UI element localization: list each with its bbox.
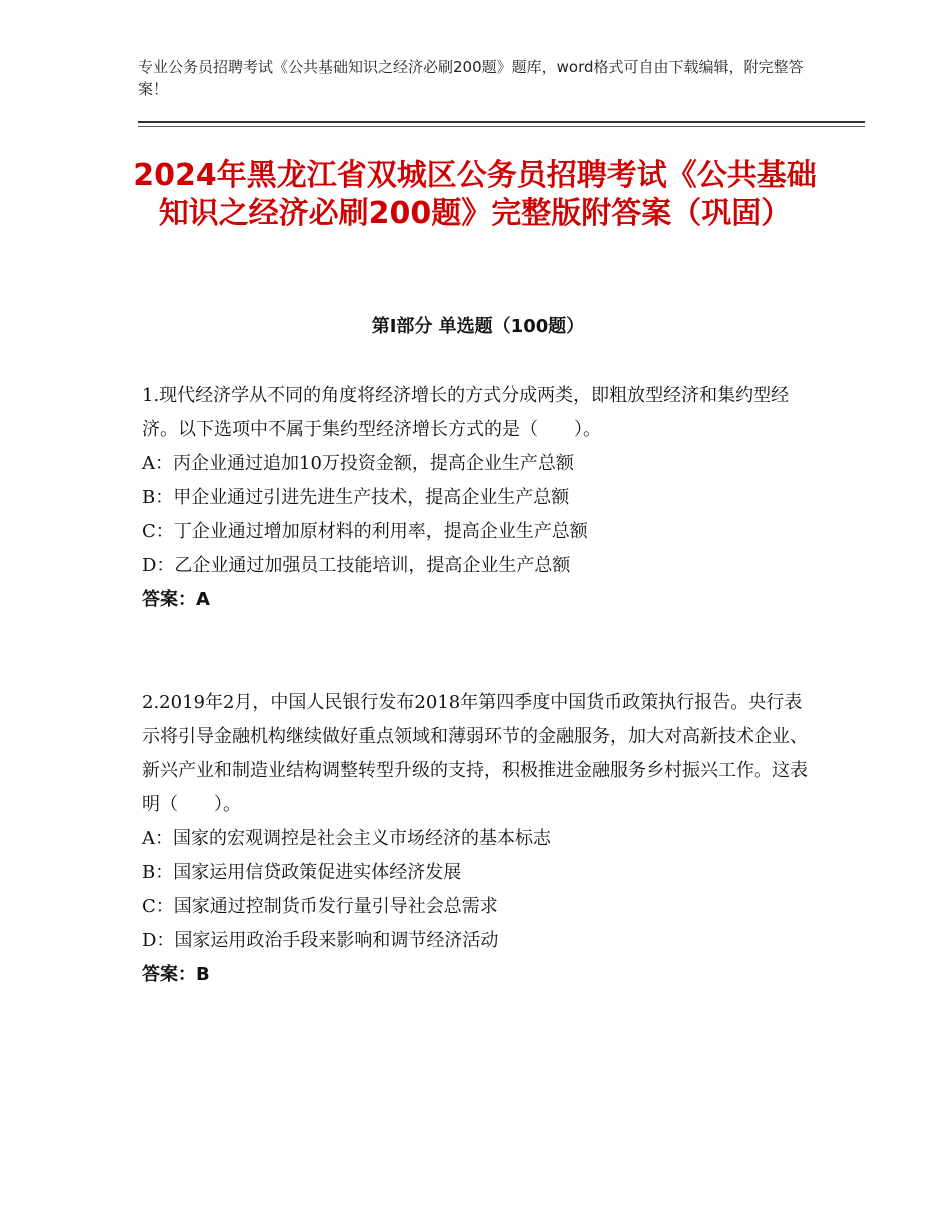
option-b: B：甲企业通过引进先进生产技术，提高企业生产总额 [142,487,570,508]
option-d: D：国家运用政治手段来影响和调节经济活动 [142,930,499,951]
option-d: D：乙企业通过加强员工技能培训，提高企业生产总额 [142,555,571,576]
question-stem: 2.2019年2月，中国人民银行发布2018年第四季度中国货币政策执行报告。央行表示将引导金融机构继续做好重点领域和薄弱环节的金融服务，加大对高新技术企业、新兴产业和制造业结构调整转型升级的支持，积极推进金融服务乡村振兴工作。这表明（ ）。 [142,692,808,815]
answer: 答案：A [142,589,210,610]
option-b: B：国家运用信贷政策促进实体经济发展 [142,862,462,883]
header-divider [138,121,865,123]
question-stem: 1.现代经济学从不同的角度将经济增长的方式分成两类，即粗放型经济和集约型经济。以下选项中不属于集约型经济增长方式的是（ ）。 [142,385,790,440]
option-c: C：国家通过控制货币发行量引导社会总需求 [142,896,498,917]
section-title: 第Ⅰ部分 单选题（100题） [371,316,585,337]
answer: 答案：B [142,964,210,985]
question-1 [142,379,812,617]
question-2 [142,686,812,992]
option-a: A：丙企业通过追加10万投资金额，提高企业生产总额 [142,453,574,474]
header-divider-thin [138,126,865,127]
option-a: A：国家的宏观调控是社会主义市场经济的基本标志 [142,828,551,849]
option-c: C：丁企业通过增加原材料的利用率，提高企业生产总额 [142,521,588,542]
header-note: 专业公务员招聘考试《公共基础知识之经济必刷200题》题库，word格式可自由下载编辑，附完整答案！ [138,58,804,98]
document-title: 2024年黑龙江省双城区公务员招聘考试《公共基础知识之经济必刷200题》完整版附答案（巩固） [133,158,817,231]
